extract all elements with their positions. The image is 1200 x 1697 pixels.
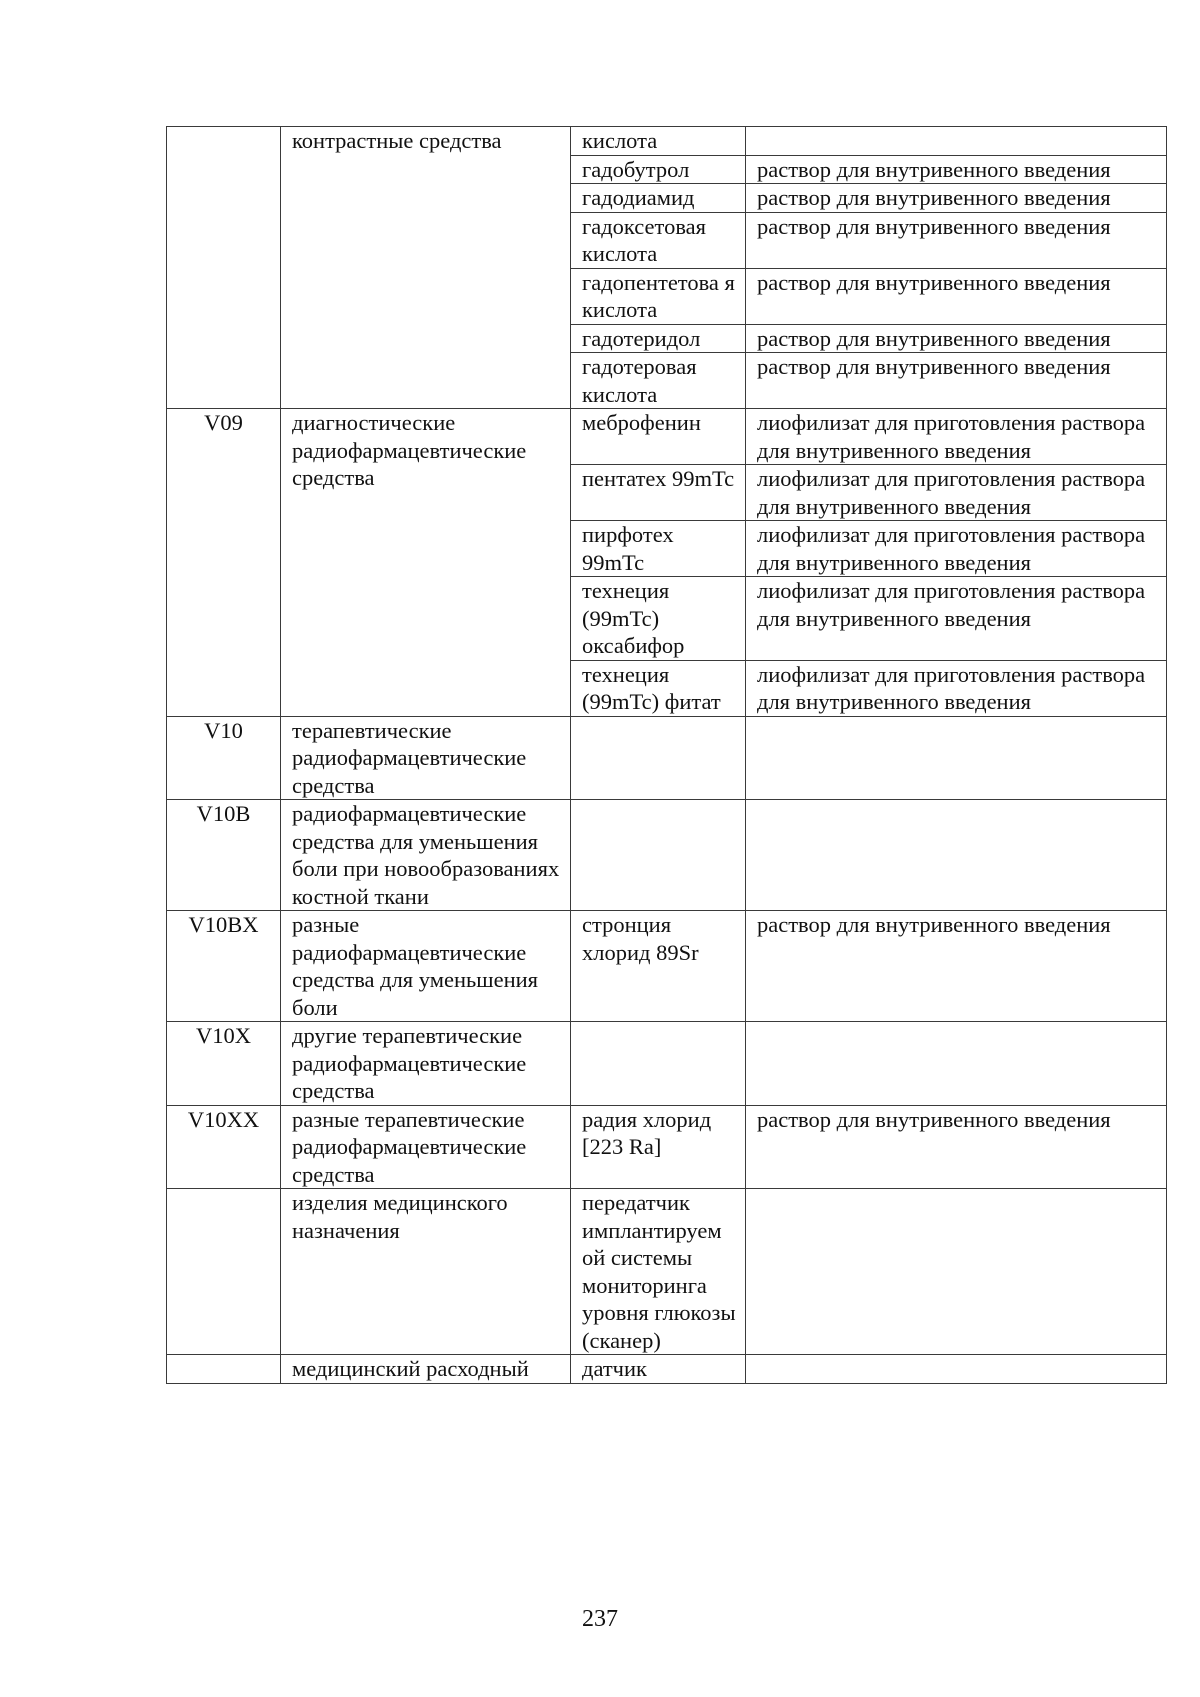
- group-name-cell: диагностические радиофармацевтические средства: [281, 409, 571, 717]
- atc-code-cell: [167, 1189, 281, 1355]
- table-row: [167, 1105, 1167, 1189]
- atc-code-cell: V09: [167, 409, 281, 717]
- table-row: [167, 1189, 1167, 1355]
- dosage-form-cell: раствор для внутривенного введения: [746, 268, 1167, 324]
- dosage-form-cell: раствор для внутривенного введения: [746, 911, 1167, 1022]
- atc-code-cell: V10: [167, 716, 281, 800]
- group-name-cell: разные терапевтические радиофармацевтические средства: [281, 1105, 571, 1189]
- substance-cell: гадотеридол: [571, 324, 746, 353]
- page-number: 237: [582, 1606, 618, 1632]
- table-row: [167, 127, 1167, 156]
- group-name-cell: радиофармацевтические средства для уменьшения боли при новообразованиях костной ткани: [281, 800, 571, 911]
- table-row: [167, 1022, 1167, 1106]
- substance-cell: гадопентетова я кислота: [571, 268, 746, 324]
- group-name-cell: разные радиофармацевтические средства для уменьшения боли: [281, 911, 571, 1022]
- table-row: [167, 1355, 1167, 1384]
- atc-code-cell: V10XX: [167, 1105, 281, 1189]
- substance-cell: передатчик имплантируем ой системы мониторинга уровня глюкозы (сканер): [571, 1189, 746, 1355]
- substance-cell: пирфотех 99mTc: [571, 521, 746, 577]
- substance-cell: гадоксетовая кислота: [571, 212, 746, 268]
- dosage-form-cell: [746, 1355, 1167, 1384]
- dosage-form-cell: раствор для внутривенного введения: [746, 184, 1167, 213]
- substance-cell: [571, 1022, 746, 1106]
- dosage-form-cell: лиофилизат для приготовления раствора для внутривенного введения: [746, 577, 1167, 661]
- dosage-form-cell: [746, 1022, 1167, 1106]
- group-name-cell: изделия медицинского назначения: [281, 1189, 571, 1355]
- substance-cell: стронция хлорид 89Sr: [571, 911, 746, 1022]
- drug-table: [166, 126, 1167, 1384]
- group-name-cell: контрастные средства: [281, 127, 571, 409]
- atc-code-cell: V10BX: [167, 911, 281, 1022]
- substance-cell: датчик: [571, 1355, 746, 1384]
- dosage-form-cell: [746, 127, 1167, 156]
- dosage-form-cell: лиофилизат для приготовления раствора для внутривенного введения: [746, 521, 1167, 577]
- substance-cell: технеция (99mTc) оксабифор: [571, 577, 746, 661]
- dosage-form-cell: [746, 1189, 1167, 1355]
- substance-cell: гадодиамид: [571, 184, 746, 213]
- table-row: [167, 716, 1167, 800]
- substance-cell: гадотеровая кислота: [571, 353, 746, 409]
- dosage-form-cell: раствор для внутривенного введения: [746, 353, 1167, 409]
- dosage-form-cell: раствор для внутривенного введения: [746, 1105, 1167, 1189]
- dosage-form-cell: раствор для внутривенного введения: [746, 324, 1167, 353]
- dosage-form-cell: раствор для внутривенного введения: [746, 155, 1167, 184]
- atc-code-cell: [167, 127, 281, 409]
- dosage-form-cell: лиофилизат для приготовления раствора для внутривенного введения: [746, 660, 1167, 716]
- table-row: [167, 911, 1167, 1022]
- substance-cell: радия хлорид [223 Ra]: [571, 1105, 746, 1189]
- dosage-form-cell: лиофилизат для приготовления раствора для внутривенного введения: [746, 409, 1167, 465]
- dosage-form-cell: [746, 800, 1167, 911]
- substance-cell: гадобутрол: [571, 155, 746, 184]
- substance-cell: [571, 800, 746, 911]
- atc-code-cell: V10X: [167, 1022, 281, 1106]
- substance-cell: [571, 716, 746, 800]
- substance-cell: технеция (99mTc) фитат: [571, 660, 746, 716]
- table-row: [167, 409, 1167, 465]
- group-name-cell: медицинский расходный: [281, 1355, 571, 1384]
- atc-code-cell: V10B: [167, 800, 281, 911]
- group-name-cell: терапевтические радиофармацевтические средства: [281, 716, 571, 800]
- dosage-form-cell: лиофилизат для приготовления раствора для внутривенного введения: [746, 465, 1167, 521]
- substance-cell: меброфенин: [571, 409, 746, 465]
- table-row: [167, 800, 1167, 911]
- dosage-form-cell: [746, 716, 1167, 800]
- dosage-form-cell: раствор для внутривенного введения: [746, 212, 1167, 268]
- substance-cell: кислота: [571, 127, 746, 156]
- group-name-cell: другие терапевтические радиофармацевтические средства: [281, 1022, 571, 1106]
- atc-code-cell: [167, 1355, 281, 1384]
- substance-cell: пентатех 99mTc: [571, 465, 746, 521]
